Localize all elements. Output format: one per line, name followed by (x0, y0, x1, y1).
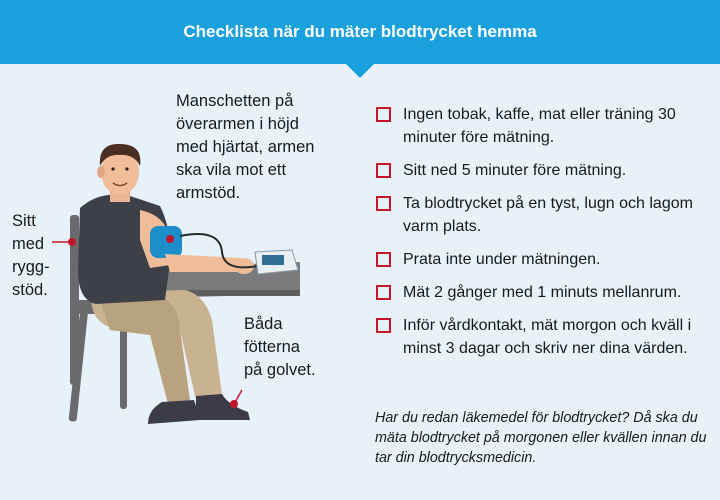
checkbox-icon (376, 252, 391, 267)
cuff-marker (166, 235, 174, 243)
trousers-front-leg (100, 298, 190, 404)
checkbox-icon (376, 285, 391, 300)
cuff-label: Manschetten på överarmen i höjd med hjärtat, armen ska vila mot ett armstöd. (176, 92, 315, 202)
right-shoe (196, 394, 250, 420)
checkbox-icon (376, 107, 391, 122)
feet-leader-line (234, 390, 242, 404)
checkbox-icon (376, 318, 391, 333)
medication-note: Har du redan läkemedel för blodtrycket? Då ska du mäta blodtrycket på morgonen eller kvällen innan du tar din blodtrycksmedicin. (375, 410, 707, 466)
checklist-item: Ingen tobak, kaffe, mat eller träning 30 minuter före mätning. (375, 103, 710, 149)
checklist-item: Mät 2 gånger med 1 minuts mellanrum. (375, 281, 710, 304)
checklist-item: Ta blodtrycket på en tyst, lugn och lagom varm plats. (375, 192, 710, 238)
bp-monitor-screen (262, 255, 284, 265)
checkbox-icon (376, 163, 391, 178)
checklist-item: Sitt ned 5 minuter före mätning. (375, 159, 710, 182)
bp-cuff (150, 226, 182, 258)
left-shoe (148, 400, 200, 424)
ear (97, 166, 105, 178)
header-banner (0, 0, 720, 64)
feet-label: Båda fötterna på golvet. (244, 315, 316, 379)
checklist-item: Prata inte under mätningen. (375, 248, 710, 271)
checklist (375, 103, 710, 370)
page-title: Checklista när du mäter blodtrycket hemma (183, 22, 537, 41)
back-label: Sitt med rygg- stöd. (12, 212, 50, 299)
checkbox-icon (376, 196, 391, 211)
checklist-item: Inför vårdkontakt, mät morgon och kväll i minst 3 dagar och skriv ner dina värden. (375, 314, 710, 360)
